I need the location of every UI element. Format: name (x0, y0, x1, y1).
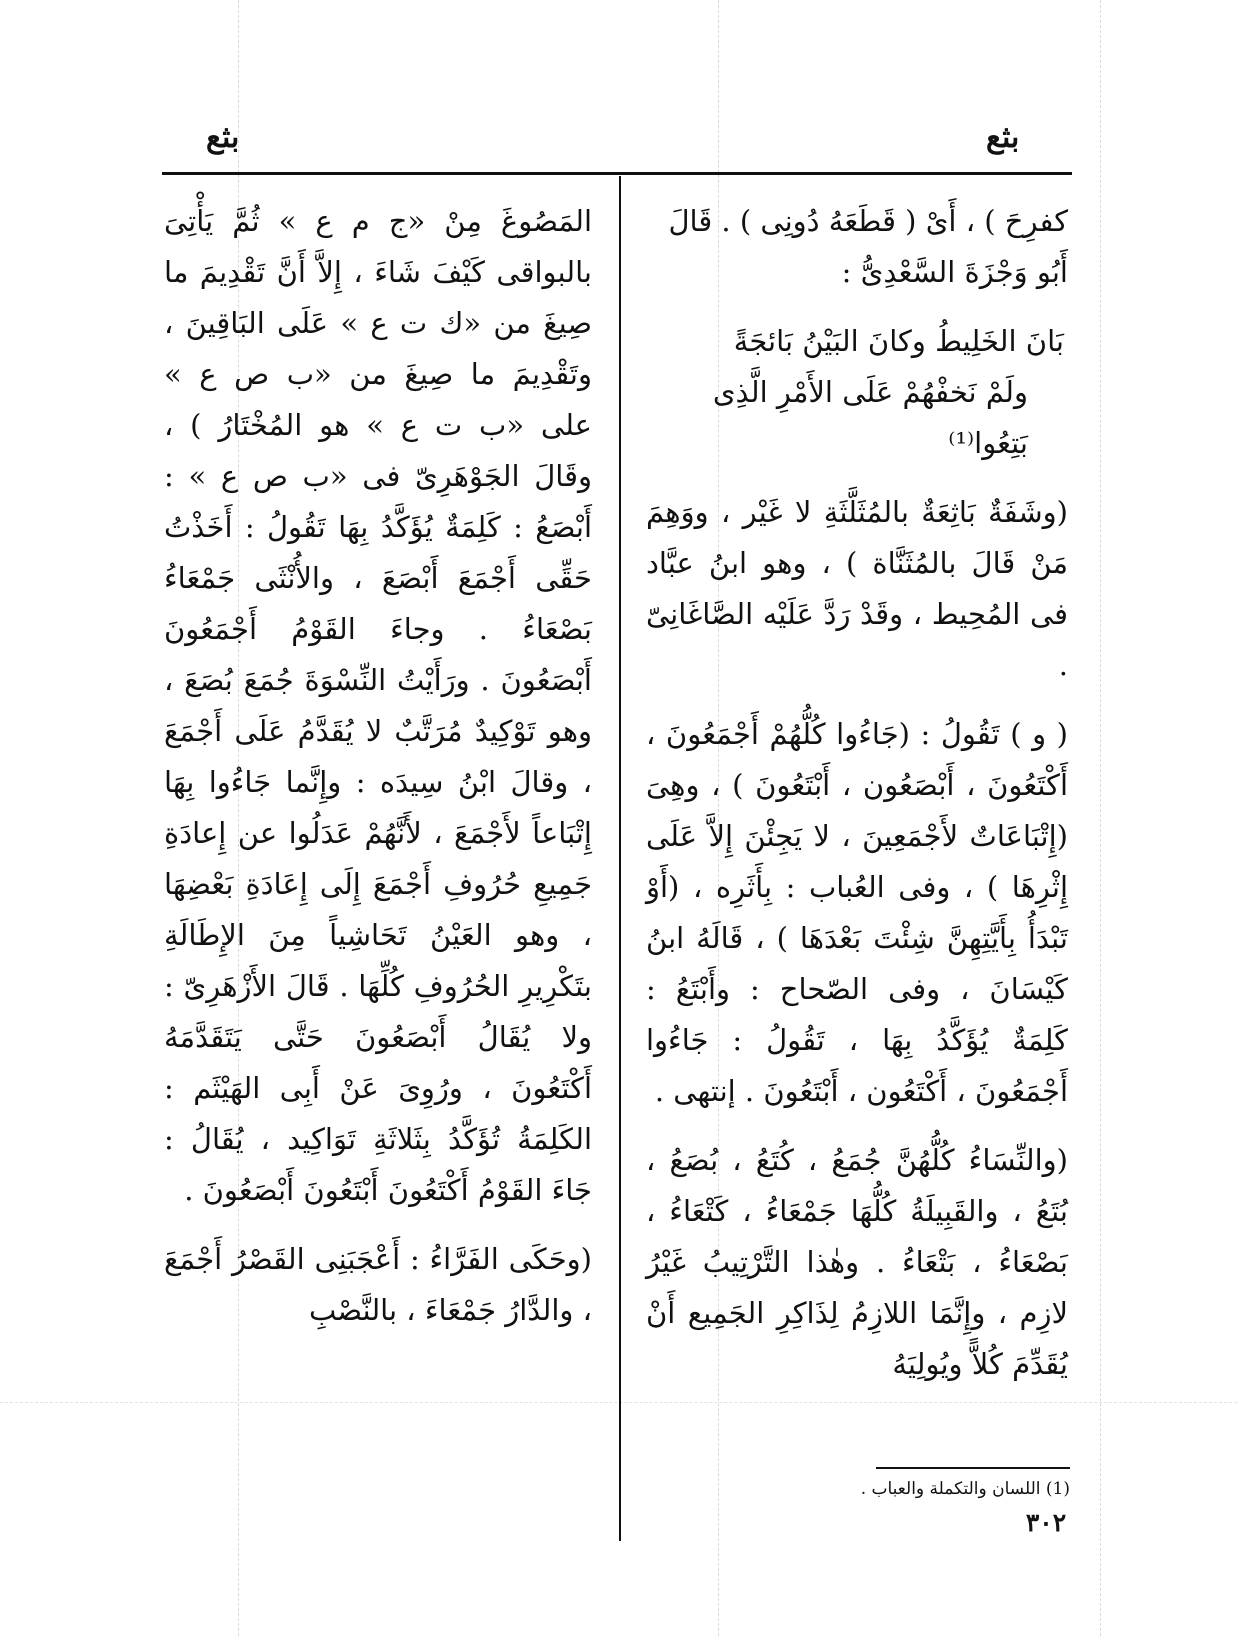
paragraph: كفرِحَ ) ، أَىْ ( قَطَعَهُ دُونِى ) . قَالَ (668, 204, 1068, 238)
column-divider (619, 176, 621, 1541)
header-rule (162, 172, 1072, 175)
paragraph: المَصُوغَ مِنْ «ج م ع » ثُمَّ يَأْتِىَ بالبواقى كَيْفَ شَاءَ ، إِلاَّ أَنَّ تَقْدِيمَ ما صِيغَ من «ك ت ع » عَلَى البَاقِينَ ، وتَقْدِيمَ ما صِيغَ من «ب ص ع » على «ب ت ع » هو المُخْتَارُ ) ، وقَالَ الجَوْهَرِىّ فى «ب ص ع » : أَبْصَعُ : كَلِمَةٌ يُؤَكَّدُ بِهَا تَقُولُ : أَخَذْتُ حَقِّى أَجْمَعَ أَبْصَعَ ، والأُنْثَى جَمْعَاءُ بَصْعَاءُ . وجاءَ القَوْمُ أَجْمَعُونَ أَبْصَعُونَ . ورَأَيْتُ النِّسْوَةَ جُمَعَ بُصَعَ ، وهو تَوْكِيدٌ مُرَتَّبٌ لا يُقَدَّمُ عَلَى أَجْمَعَ ، وقالَ ابْنُ سِيدَه : وإِنَّما جَاءُوا بِهَا إِتْبَاعاً لأَجْمَعَ ، لأَنَّهُمْ عَدَلُوا عن إِعادَةِ جَمِيعِ حُرُوفِ أَجْمَعَ إِلَى إِعَادَةِ بَعْضِهَا ، وهو العَيْنُ تَحَاشِياً مِنَ الإِطَالَةِ بتَكْرِيرِ الحُرُوفِ كُلِّهَا . قَالَ الأَزْهَرِىّ : ولا يُقَالُ أَبْصَعُونَ حَتَّى يَتَقَدَّمَهُ أَكْتَعُونَ ، ورُوِىَ عَنْ أَبِى الهَيْثَم : الكَلِمَةُ تُؤَكَّدُ بِثَلاثَةِ تَوَاكِيد ، يُقَالُ : جَاءَ القَوْمُ أَكْتَعُونَ أَبْتَعُونَ أَبْصَعُونَ . (164, 204, 592, 1207)
header-word-right: بثع (986, 120, 1020, 155)
footnote-rule (876, 1467, 1070, 1469)
footnote: (1) اللسان والتكملة والعباب . (860, 1479, 1070, 1499)
paragraph: (والنِّسَاءُ كُلُّهُنَّ جُمَعُ ، كُتَعُ ، بُصَعُ ، بُتَعُ ، والقَبِيلَةُ كُلُّهَا جَمْعَاءُ ، كَتْعَاءُ ، بَصْعَاءُ ، بَتْعَاءُ . وهٰذا التَّرْتِيبُ غَيْرُ لازِم ، وإِنَّمَا اللازِمُ لِذَاكِرِ الجَمِيع أَنْ يُقَدِّمَ كُلاًّ ويُولِيَهُ (646, 1143, 1068, 1381)
left-column (164, 196, 592, 1336)
paragraph: (وحَكَى الفَرَّاءُ : أَعْجَبَنِى القَصْرُ أَجْمَعَ ، والدَّارُ جَمْعَاءَ ، بالنَّصْبِ (164, 1242, 592, 1327)
scan-guide-line (1100, 0, 1101, 1636)
verse-line: ولَمْ نَخفْهُمْ عَلَى الأَمْرِ الَّذِى بَتِعُوا⁽¹⁾ (712, 375, 1028, 460)
paragraph: أَبُو وَجْزَةَ السَّعْدِىُّ : (841, 255, 1068, 289)
paragraph: (وشَفَةٌ بَاثِعَةٌ بالمُثَلَّثَةِ لا غَيْر ، ووَهِمَ مَنْ قَالَ بالمُثَنَّاة ) ، وهو ابنُ عبَّاد فى المُحِيط ، وقَدْ رَدَّ عَلَيْه الصَّاغَانِىّ . (646, 495, 1068, 682)
verse-line: بَانَ الخَلِيطُ وكانَ البَيْنُ بَائجَةً (733, 324, 1064, 358)
header-word-left: بثع (206, 120, 240, 155)
page-number: ٣٠٢ (1025, 1508, 1067, 1537)
right-column (646, 196, 1068, 1390)
paragraph: ( و ) تَقُولُ : (جَاءُوا كُلُّهُمْ أَجْمَعُونَ ، أَكْتَعُونَ ، أَبْصَعُون ، أَبْتَعُونَ ) ، وهِىَ (إِتْبَاعَاتٌ لأَجْمَعِينَ ، لا يَجِئْنَ إِلاَّ عَلَى إِثْرِهَا ) ، وفى العُباب : بِأَثَرِه ، (أَوْ تَبْدَأُ بِأَيَّتِهِنَّ شِئْتَ بَعْدَهَا ) ، قَالَهُ ابنُ كَيْسَانَ ، وفى الصّحاح : وأَبْتَعُ : كَلِمَةٌ يُؤَكَّدُ بِهَا ، تَقُولُ : جَاءُوا أَجْمَعُونَ ، أَكْتَعُون ، أَبْتَعُونَ . إنتهى . (646, 717, 1068, 1108)
